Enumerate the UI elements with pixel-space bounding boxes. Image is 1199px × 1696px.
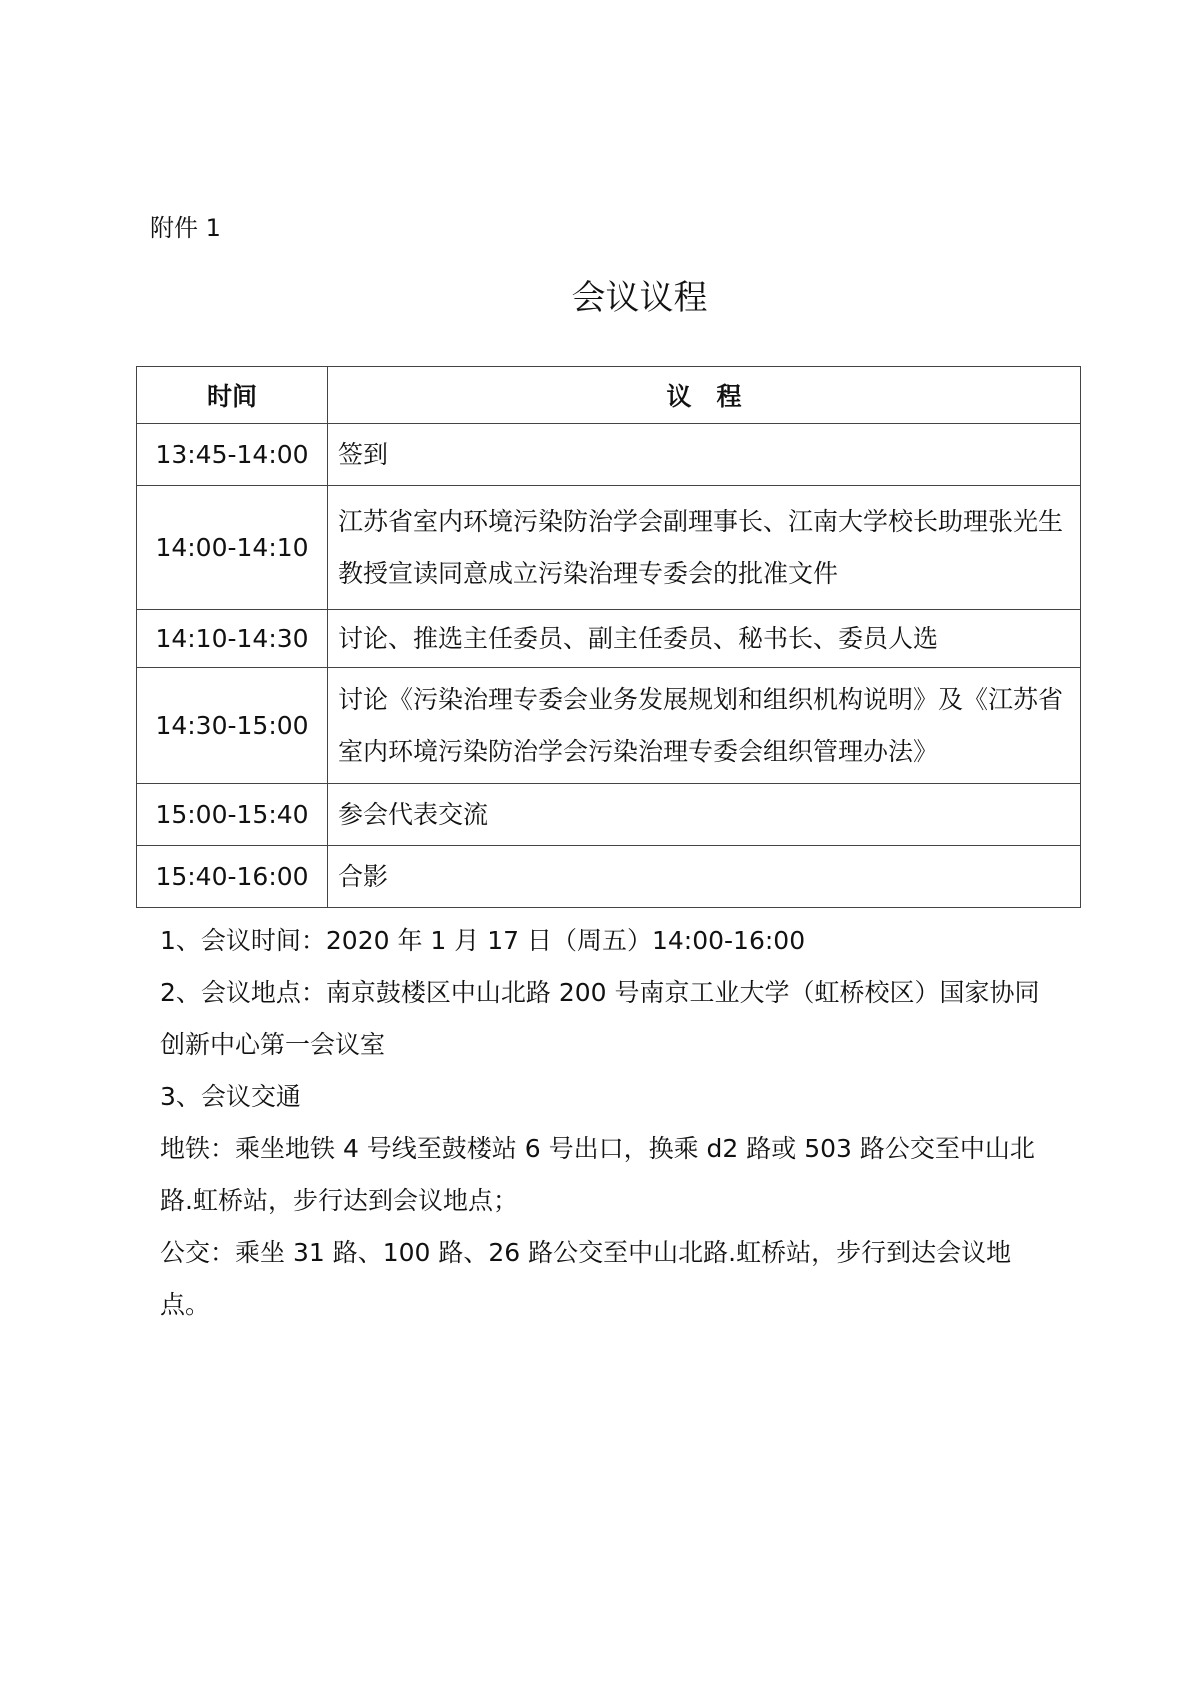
table-row [137, 610, 1081, 668]
row-time: 15:00-15:40 [137, 784, 328, 846]
row-time: 14:00-14:10 [137, 486, 328, 610]
agenda-table [136, 366, 1081, 908]
header-time: 时间 [137, 367, 328, 424]
table-header-row [137, 367, 1081, 424]
note-bus: 公交：乘坐 31 路、100 路、26 路公交至中山北路.虹桥站，步行到达会议地点。 [160, 1238, 1012, 1319]
table-row [137, 846, 1081, 908]
row-item: 签到 [328, 424, 1081, 486]
row-item: 江苏省室内环境污染防治学会副理事长、江南大学校长助理张光生教授宣读同意成立污染治理专委会的批准文件 [328, 486, 1081, 610]
row-time: 14:10-14:30 [137, 610, 328, 668]
row-item: 讨论、推选主任委员、副主任委员、秘书长、委员人选 [328, 610, 1081, 668]
table-row [137, 784, 1081, 846]
row-time: 13:45-14:00 [137, 424, 328, 486]
row-item: 参会代表交流 [328, 784, 1081, 846]
note-transport-heading: 3、会议交通 [160, 1082, 301, 1111]
row-item: 合影 [328, 846, 1081, 908]
note-time: 1、会议时间：2020 年 1 月 17 日（周五）14:00-16:00 [160, 926, 806, 955]
page-title: 会议议程 [571, 278, 708, 318]
row-time: 14:30-15:00 [137, 668, 328, 784]
table-row [137, 668, 1081, 784]
row-time: 15:40-16:00 [137, 846, 328, 908]
note-location: 2、会议地点：南京鼓楼区中山北路 200 号南京工业大学（虹桥校区）国家协同创新中心第一会议室 [160, 978, 1040, 1059]
header-agenda: 议 程 [328, 367, 1081, 424]
row-item: 讨论《污染治理专委会业务发展规划和组织机构说明》及《江苏省室内环境污染防治学会污染治理专委会组织管理办法》 [328, 668, 1081, 784]
attachment-label: 附件 1 [150, 214, 221, 242]
table-row [137, 424, 1081, 486]
meeting-notes [160, 915, 1060, 1331]
table-row [137, 486, 1081, 610]
note-subway: 地铁：乘坐地铁 4 号线至鼓楼站 6 号出口，换乘 d2 路或 503 路公交至中山北路.虹桥站，步行达到会议地点； [160, 1134, 1035, 1215]
